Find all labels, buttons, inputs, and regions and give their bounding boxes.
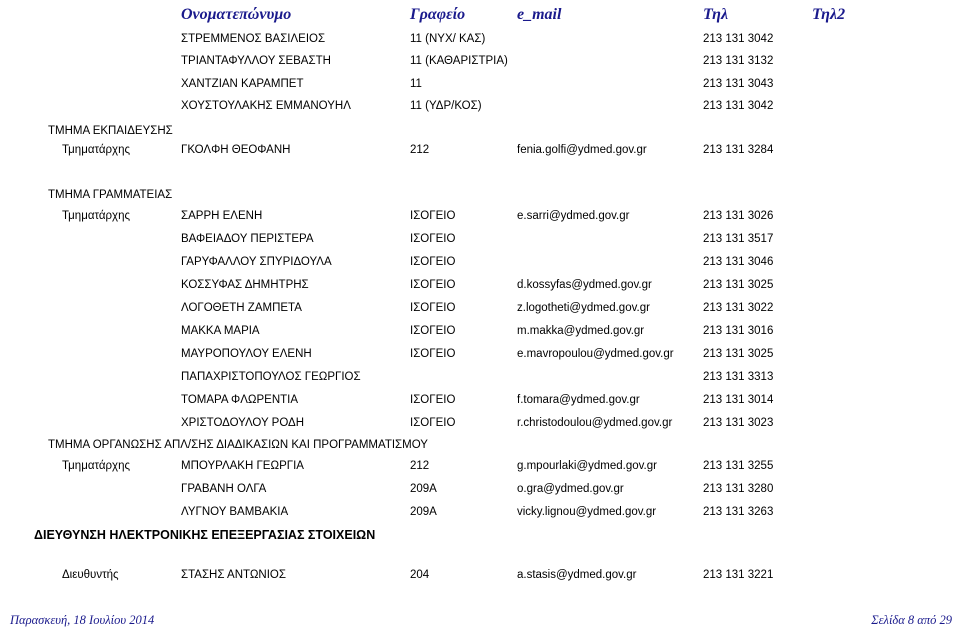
row-email: o.gra@ydmed.gov.gr xyxy=(517,483,624,495)
row-phone: 213 131 3517 xyxy=(703,233,774,245)
row-phone: 213 131 3221 xyxy=(703,569,774,581)
column-header-phone2: Τηλ2 xyxy=(812,6,846,23)
row-email: e.sarri@ydmed.gov.gr xyxy=(517,210,630,222)
column-header-email: e_mail xyxy=(517,6,562,23)
row-office: ΙΣΟΓΕΙΟ xyxy=(410,233,456,245)
row-name: ΚΟΣΣΥΦΑΣ ΔΗΜΗΤΡΗΣ xyxy=(181,279,309,291)
column-header-name: Ονοματεπώνυμο xyxy=(181,6,292,23)
row-phone: 213 131 3022 xyxy=(703,302,774,314)
row-office: ΙΣΟΓΕΙΟ xyxy=(410,279,456,291)
row-phone: 213 131 3284 xyxy=(703,144,774,156)
row-name: ΠΑΠΑΧΡΙΣΤΟΠΟΥΛΟΣ ΓΕΩΡΓΙΟΣ xyxy=(181,371,361,383)
row-name: ΛΟΓΟΘΕΤΗ ΖΑΜΠΕΤΑ xyxy=(181,302,302,314)
row-phone: 213 131 3025 xyxy=(703,348,774,360)
row-email: d.kossyfas@ydmed.gov.gr xyxy=(517,279,652,291)
row-phone: 213 131 3042 xyxy=(703,33,774,45)
section-heading-secretariat: ΤΜΗΜΑ ΓΡΑΜΜΑΤΕΙΑΣ xyxy=(48,189,173,201)
row-email: fenia.golfi@ydmed.gov.gr xyxy=(517,144,647,156)
row-email: z.logotheti@ydmed.gov.gr xyxy=(517,302,650,314)
row-phone: 213 131 3043 xyxy=(703,78,774,90)
row-office: ΙΣΟΓΕΙΟ xyxy=(410,210,456,222)
section-heading-directorate: ΔΙΕΥΘΥΝΣΗ ΗΛΕΚΤΡΟΝΙΚΗΣ ΕΠΕΞΕΡΓΑΣΙΑΣ ΣΤΟΙΧΕΙΩΝ xyxy=(34,528,376,542)
row-email: a.stasis@ydmed.gov.gr xyxy=(517,569,637,581)
row-name: ΛΥΓΝΟΥ ΒΑΜΒΑΚΙΑ xyxy=(181,506,289,518)
section-heading-education: ΤΜΗΜΑ ΕΚΠΑΙΔΕΥΣΗΣ xyxy=(48,125,173,137)
row-office: ΙΣΟΓΕΙΟ xyxy=(410,348,456,360)
row-phone: 213 131 3014 xyxy=(703,394,774,406)
row-phone: 213 131 3280 xyxy=(703,483,774,495)
row-office: ΙΣΟΓΕΙΟ xyxy=(410,417,456,429)
row-office: 11 xyxy=(410,78,422,90)
row-role: Τμηματάρχης xyxy=(62,144,131,156)
row-email: vicky.lignou@ydmed.gov.gr xyxy=(517,506,657,518)
row-role: Τμηματάρχης xyxy=(62,210,131,222)
row-name: ΤΡΙΑΝΤΑΦΥΛΛΟΥ ΣΕΒΑΣΤΗ xyxy=(181,55,331,67)
row-name: ΣΤΑΣΗΣ ΑΝΤΩΝΙΟΣ xyxy=(181,569,286,581)
section-heading-organization: ΤΜΗΜΑ ΟΡΓΑΝΩΣΗΣ ΑΠΛ/ΣΗΣ ΔΙΑΔΙΚΑΣΙΩΝ ΚΑΙ ΠΡΟΓΡΑΜΜΑΤΙΣΜΟΥ xyxy=(48,439,428,451)
row-name: ΜΑΥΡΟΠΟΥΛΟΥ ΕΛΕΝΗ xyxy=(181,348,312,360)
row-name: ΜΠΟΥΡΛΑΚΗ ΓΕΩΡΓΙΑ xyxy=(181,460,304,472)
column-header-office: Γραφείο xyxy=(410,6,466,23)
row-email: f.tomara@ydmed.gov.gr xyxy=(517,394,640,406)
row-phone: 213 131 3255 xyxy=(703,460,774,472)
row-email: r.christodoulou@ydmed.gov.gr xyxy=(517,417,673,429)
row-office: 209Α xyxy=(410,483,437,495)
row-office: 204 xyxy=(410,569,430,581)
column-header-phone: Τηλ xyxy=(703,6,729,23)
row-office: 212 xyxy=(410,460,430,472)
row-name: ΣΑΡΡΗ ΕΛΕΝΗ xyxy=(181,210,263,222)
row-name: ΣΤΡΕΜΜΕΝΟΣ ΒΑΣΙΛΕΙΟΣ xyxy=(181,33,326,45)
row-name: ΧΟΥΣΤΟΥΛΑΚΗΣ ΕΜΜΑΝΟΥΗΛ xyxy=(181,100,351,112)
row-office: ΙΣΟΓΕΙΟ xyxy=(410,325,456,337)
row-phone: 213 131 3023 xyxy=(703,417,774,429)
row-phone: 213 131 3263 xyxy=(703,506,774,518)
row-office: 11 (ΚΑΘΑΡΙΣΤΡΙΑ) xyxy=(410,55,508,67)
row-role: Διευθυντής xyxy=(62,569,119,581)
row-office: ΙΣΟΓΕΙΟ xyxy=(410,302,456,314)
row-phone: 213 131 3026 xyxy=(703,210,774,222)
row-email: g.mpourlaki@ydmed.gov.gr xyxy=(517,460,657,472)
row-phone: 213 131 3313 xyxy=(703,371,774,383)
row-name: ΓΑΡΥΦΑΛΛΟΥ ΣΠΥΡΙΔΟΥΛΑ xyxy=(181,256,332,268)
footer-date: Παρασκευή, 18 Ιουλίου 2014 xyxy=(10,613,155,627)
row-role: Τμηματάρχης xyxy=(62,460,131,472)
row-office: 212 xyxy=(410,144,430,156)
row-name: ΓΡΑΒΑΝΗ ΟΛΓΑ xyxy=(181,483,267,495)
footer-page-number: Σελίδα 8 από 29 xyxy=(871,613,952,627)
row-office: 209Α xyxy=(410,506,437,518)
row-email: m.makka@ydmed.gov.gr xyxy=(517,325,645,337)
row-phone: 213 131 3132 xyxy=(703,55,774,67)
row-email: e.mavropoulou@ydmed.gov.gr xyxy=(517,348,674,360)
row-office: ΙΣΟΓΕΙΟ xyxy=(410,394,456,406)
row-name: ΤΟΜΑΡΑ ΦΛΩΡΕΝΤΙΑ xyxy=(181,394,299,406)
row-name: ΧΡΙΣΤΟΔΟΥΛΟΥ ΡΟΔΗ xyxy=(181,417,305,429)
row-name: ΧΑΝΤΖΙΑΝ ΚΑΡΑΜΠΕΤ xyxy=(181,78,304,90)
row-phone: 213 131 3046 xyxy=(703,256,774,268)
row-office: ΙΣΟΓΕΙΟ xyxy=(410,256,456,268)
row-name: ΓΚΟΛΦΗ ΘΕΟΦΑΝΗ xyxy=(181,144,291,156)
row-name: ΒΑΦΕΙΑΔΟΥ ΠΕΡΙΣΤΕΡΑ xyxy=(181,233,314,245)
row-office: 11 (ΝΥΧ/ ΚΑΣ) xyxy=(410,33,486,45)
row-phone: 213 131 3042 xyxy=(703,100,774,112)
row-phone: 213 131 3025 xyxy=(703,279,774,291)
row-phone: 213 131 3016 xyxy=(703,325,774,337)
row-name: ΜΑΚΚΑ ΜΑΡΙΑ xyxy=(181,325,260,337)
row-office: 11 (ΥΔΡ/ΚΟΣ) xyxy=(410,100,482,112)
